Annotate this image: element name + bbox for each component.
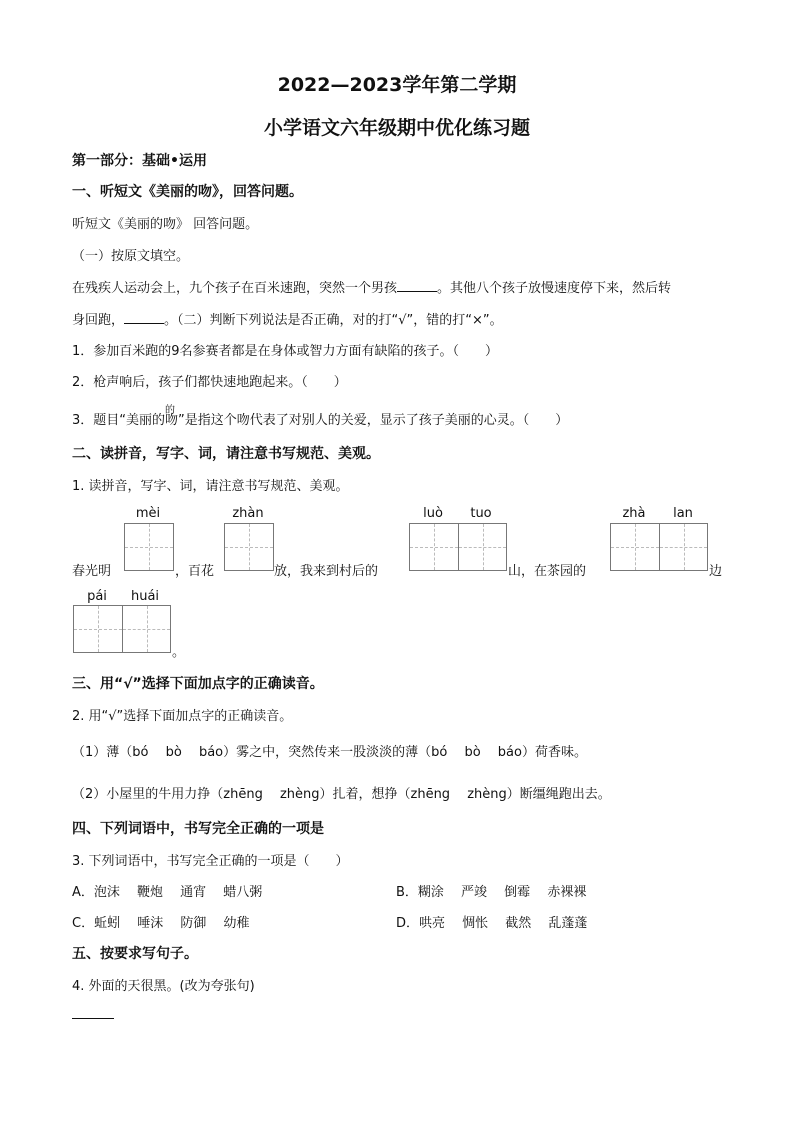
q2-text-2: ，百花 <box>175 564 215 579</box>
q2-text-1: 春光明 <box>72 564 112 579</box>
q4-option-b[interactable]: B．糊涂 严竣 倒霉 赤裸裸 <box>396 885 587 900</box>
q2-text-3: 放，我来到村后的 <box>274 564 379 579</box>
q1-fill-c: 身回跑， <box>72 313 125 328</box>
q2-text-5: 边 <box>709 564 723 579</box>
q3-line-2: （2）小屋里的牛用力挣（zhēng zhèng）扎着，想挣（zhēng zhèng）断缰绳跑出去。 <box>72 787 611 802</box>
q1-fill-a: 在残疾人运动会上，九个孩子在百米速跑，突然一个男孩 <box>72 281 398 296</box>
q1-item-3: 3．题目“美丽的吻”是指这个吻代表了对别人的关爱，显示了孩子美丽的心灵。（ ） <box>72 413 569 428</box>
q1-item-3-sup: 的 <box>165 405 175 416</box>
writing-grid-zhan[interactable] <box>224 523 274 571</box>
q4-option-d[interactable]: D．哄亮 惆怅 截然 乱蓬蓬 <box>396 916 588 931</box>
q3-line-1: （1）薄（bó bò báo）雾之中，突然传来一股淡淡的薄（bó bò báo）荷香味。 <box>72 745 587 760</box>
q1-sub1: （一）按原文填空。 <box>72 249 190 264</box>
q4-option-c[interactable]: C．蚯蚓 唾沫 防御 幼稚 <box>72 916 250 931</box>
q5-intro: 4. 外面的天很黑。(改为夸张句) <box>72 979 255 994</box>
q1-intro: 听短文《美丽的吻》 回答问题。 <box>72 217 259 232</box>
fill-blank-2[interactable] <box>124 311 164 324</box>
q1-fill-line-2 <box>72 309 503 328</box>
pinyin-zha: zhà <box>622 506 646 521</box>
q3-intro: 2. 用“√”选择下面加点字的正确读音。 <box>72 709 293 724</box>
writing-grid-zhalan[interactable] <box>610 523 708 571</box>
title-line-1: 2022—2023学年第二学期 <box>277 74 517 96</box>
q2-text-6: 。 <box>172 645 186 660</box>
writing-grid-luotuo[interactable] <box>409 523 507 571</box>
q1-fill-d: 。（二）判断下列说法是否正确，对的打“√”，错的打“×”。 <box>164 313 503 328</box>
pinyin-tuo: tuo <box>470 506 492 521</box>
writing-grid-mei[interactable] <box>124 523 174 571</box>
writing-grid-paihuai[interactable] <box>73 605 171 653</box>
q1-item-1: 1．参加百米跑的9名参赛者都是在身体或智力方面有缺陷的孩子。（ ） <box>72 344 499 359</box>
q5-heading: 五、按要求写句子。 <box>72 946 198 962</box>
pinyin-mei: mèi <box>135 506 161 521</box>
title-line-2: 小学语文六年级期中优化练习题 <box>263 117 530 139</box>
q3-heading: 三、用“√”选择下面加点字的正确读音。 <box>72 676 324 692</box>
pinyin-huai: huái <box>130 589 160 604</box>
fill-blank-1[interactable] <box>397 279 437 292</box>
q2-heading: 二、读拼音，写字、词，请注意书写规范、美观。 <box>72 446 380 462</box>
q4-option-a[interactable]: A．泡沫 鞭炮 通宵 蜡八粥 <box>72 885 263 900</box>
q1-item-2: 2．枪声响后，孩子们都快速地跑起来。（ ） <box>72 375 347 390</box>
part-label: 第一部分：基础•运用 <box>72 153 207 169</box>
q4-heading: 四、下列词语中，书写完全正确的一项是 <box>72 821 324 837</box>
answer-line[interactable] <box>72 1017 114 1019</box>
pinyin-pai: pái <box>87 589 107 604</box>
q1-fill-line-1 <box>72 277 671 296</box>
pinyin-zhan: zhàn <box>232 506 264 521</box>
q1-heading: 一、听短文《美丽的吻》，回答问题。 <box>72 184 303 200</box>
q2-text-4: 山，在茶园的 <box>508 564 587 579</box>
pinyin-lan: lan <box>673 506 693 521</box>
q2-intro: 1. 读拼音，写字、词，请注意书写规范、美观。 <box>72 479 349 494</box>
pinyin-luo: luò <box>423 506 443 521</box>
q1-fill-b: 。其他八个孩子放慢速度停下来，然后转 <box>437 281 672 296</box>
q4-intro: 3. 下列词语中，书写完全正确的一项是（ ） <box>72 854 349 869</box>
